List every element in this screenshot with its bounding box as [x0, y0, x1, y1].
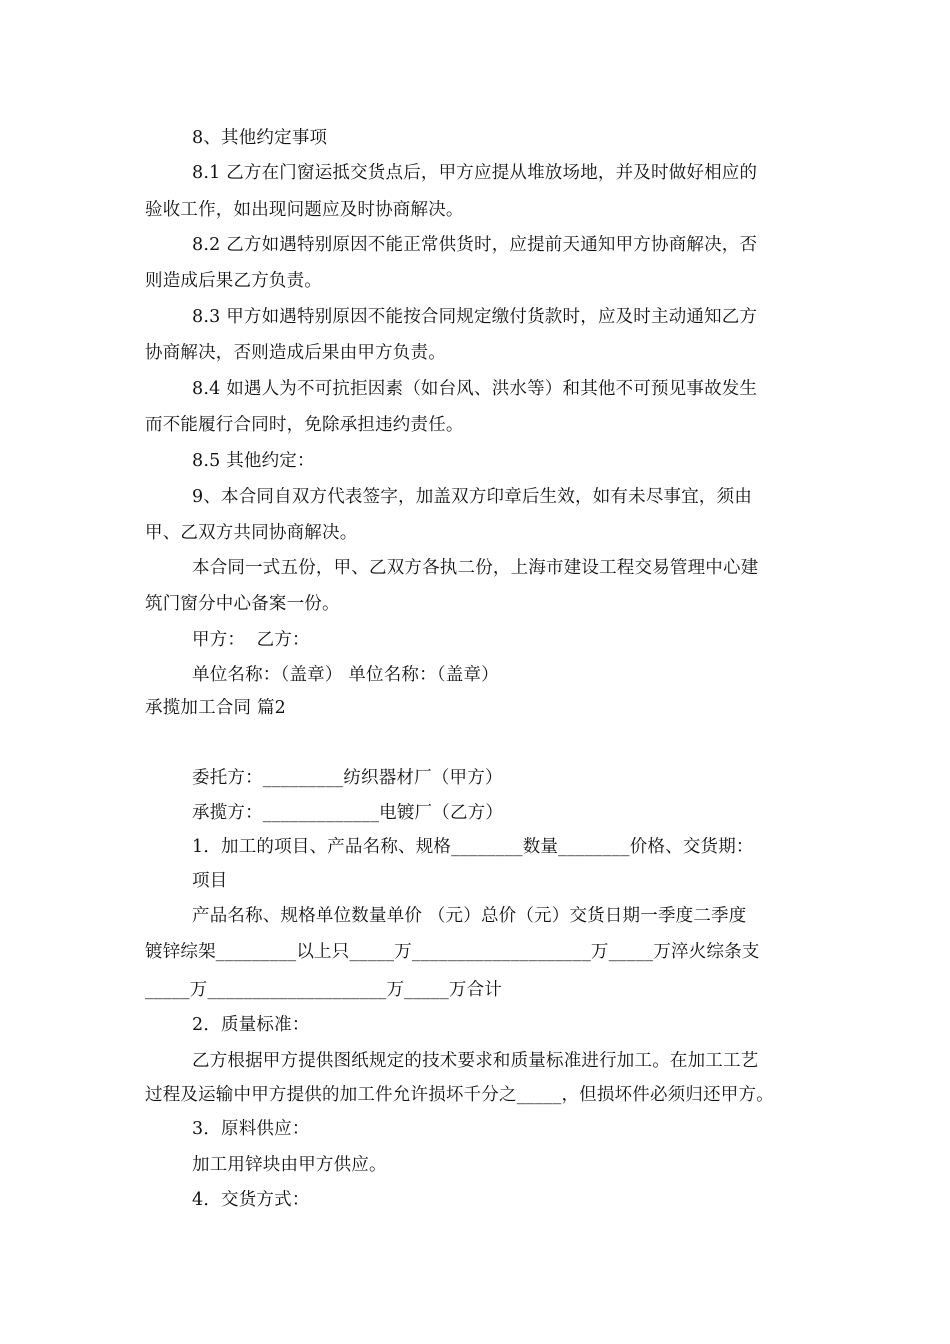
copies-line-2: 筑门窗分中心备案一份。: [145, 594, 340, 614]
clause-8-1-line-2: 验收工作，如出现问题应及时协商解决。: [145, 200, 464, 220]
quality-line-2: 过程及运输中甲方提供的加工件允许损坏千分之_____，但损坏件必须归还甲方。: [145, 1085, 774, 1105]
item-2-heading: 2．质量标准：: [192, 1015, 310, 1035]
item-3-heading: 3．原料供应：: [192, 1119, 310, 1139]
signature-units: 单位名称：（盖章） 单位名称：（盖章）: [192, 665, 499, 685]
table-row-1: 镀锌综架_________以上只_____万____________________万_____万淬火综条支: [145, 942, 760, 962]
clause-8-4-line-2: 而不能履行合同时，免除承担违约责任。: [145, 415, 464, 435]
clause-8-2-line-2: 则造成后果乙方负责。: [145, 271, 322, 291]
item-1-heading: 1．加工的项目、产品名称、规格________数量________价格、交货期：: [192, 837, 754, 857]
section-8-heading: 8、其他约定事项: [192, 128, 328, 148]
clause-8-3-line-2: 协商解决，否则造成后果由甲方负责。: [145, 343, 446, 363]
table-header-line: 产品名称、规格单位数量单价 （元）总价（元）交货日期一季度二季度: [192, 906, 747, 926]
section-9-line-1: 9、本合同自双方代表签字，加盖双方印章后生效，如有未尽事宜，须由: [192, 487, 753, 507]
clause-8-4-line-1: 8.4 如遇人为不可抗拒因素（如台风、洪水等）和其他不可预见事故发生: [192, 379, 758, 399]
clause-8-5: 8.5 其他约定：: [192, 451, 315, 471]
item-4-heading: 4．交货方式：: [192, 1190, 310, 1210]
quality-line-1: 乙方根据甲方提供图纸规定的技术要求和质量标准进行加工。在加工工艺: [192, 1051, 759, 1071]
project-label: 项目: [192, 871, 228, 891]
contract-2-title: 承揽加工合同 篇2: [145, 698, 286, 718]
contractor-party: 承揽方：_____________电镀厂（乙方）: [192, 803, 504, 823]
copies-line-1: 本合同一式五份，甲、乙双方各执二份，上海市建设工程交易管理中心建: [192, 558, 759, 578]
clause-8-3-line-1: 8.3 甲方如遇特别原因不能按合同规定缴付货款时，应及时主动通知乙方: [192, 307, 758, 327]
clause-8-2-line-1: 8.2 乙方如遇特别原因不能正常供货时，应提前天通知甲方协商解决，否: [192, 235, 758, 255]
clause-8-1-line-1: 8.1 乙方在门窗运抵交货点后，甲方应提从堆放场地，并及时做好相应的: [192, 163, 758, 183]
supply-line: 加工用锌块由甲方供应。: [192, 1155, 387, 1175]
section-9-line-2: 甲、乙双方共同协商解决。: [145, 523, 358, 543]
table-row-2: _____万____________________万_____万合计: [145, 980, 502, 1000]
signature-parties: 甲方： 乙方：: [192, 630, 310, 650]
client-party: 委托方：_________纺织器材厂（甲方）: [192, 768, 503, 788]
